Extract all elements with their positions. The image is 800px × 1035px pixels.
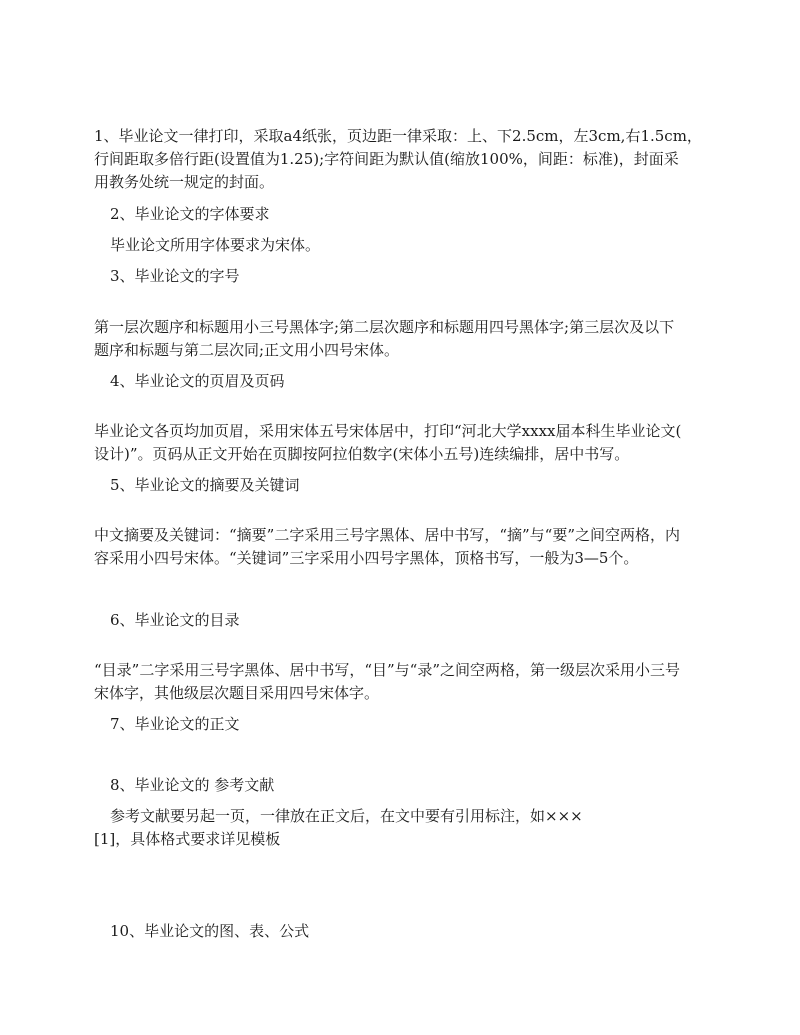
- paragraph-3-line-1: 第一层次题序和标题用小三号黑体字;第二层次题序和标题用四号黑体字;第三层次及以下: [94, 318, 675, 336]
- heading-section-7: 7、毕业论文的正文: [110, 715, 240, 733]
- paragraph-4-line-2: 设计)”。页码从正文开始在页脚按阿拉伯数字(宋体小五号)连续编排，居中书写。: [94, 445, 630, 463]
- paragraph-1-line-2: 行间距取多倍行距(设置值为1.25);字符间距为默认值(缩放100%，间距：标准)，封面采: [94, 150, 679, 168]
- heading-section-4: 4、毕业论文的页眉及页码: [110, 372, 285, 390]
- paragraph-8-line-2: [1]，具体格式要求详见模板: [94, 830, 281, 848]
- heading-section-8: 8、毕业论文的 参考文献: [110, 776, 275, 794]
- paragraph-1-line-1: 1、毕业论文一律打印，采取a4纸张，页边距一律采取：上、下2.5cm，左3cm,右1.5cm，: [94, 127, 702, 145]
- paragraph-5-line-1: 中文摘要及关键词：“摘要”二字采用三号字黑体、居中书写，“摘”与“要”之间空两格，内: [94, 526, 681, 544]
- heading-section-10: 10、毕业论文的图、表、公式: [110, 922, 310, 940]
- paragraph-6-line-1: “目录”二字采用三号字黑体、居中书写，“目”与“录”之间空两格，第一级层次采用小三号: [94, 661, 681, 679]
- paragraph-5-line-2: 容采用小四号宋体。“关键词”三字采用小四号字黑体，顶格书写，一般为3—5个。: [94, 549, 639, 567]
- heading-section-5: 5、毕业论文的摘要及关键词: [110, 476, 300, 494]
- paragraph-2: 毕业论文所用字体要求为宋体。: [110, 236, 321, 254]
- heading-section-2: 2、毕业论文的字体要求: [110, 205, 270, 223]
- paragraph-6-line-2: 宋体字，其他级层次题目采用四号宋体字。: [94, 684, 380, 702]
- heading-section-6: 6、毕业论文的目录: [110, 611, 240, 629]
- paragraph-8-line-1: 参考文献要另起一页，一律放在正文后，在文中要有引用标注，如×××: [110, 807, 583, 825]
- heading-section-3: 3、毕业论文的字号: [110, 267, 240, 285]
- paragraph-1-line-3: 用教务处统一规定的封面。: [94, 173, 275, 191]
- paragraph-3-line-2: 题序和标题与第二层次同;正文用小四号宋体。: [94, 341, 400, 359]
- paragraph-4-line-1: 毕业论文各页均加页眉，采用宋体五号宋体居中，打印“河北大学xxxx届本科生毕业论文(: [94, 422, 682, 440]
